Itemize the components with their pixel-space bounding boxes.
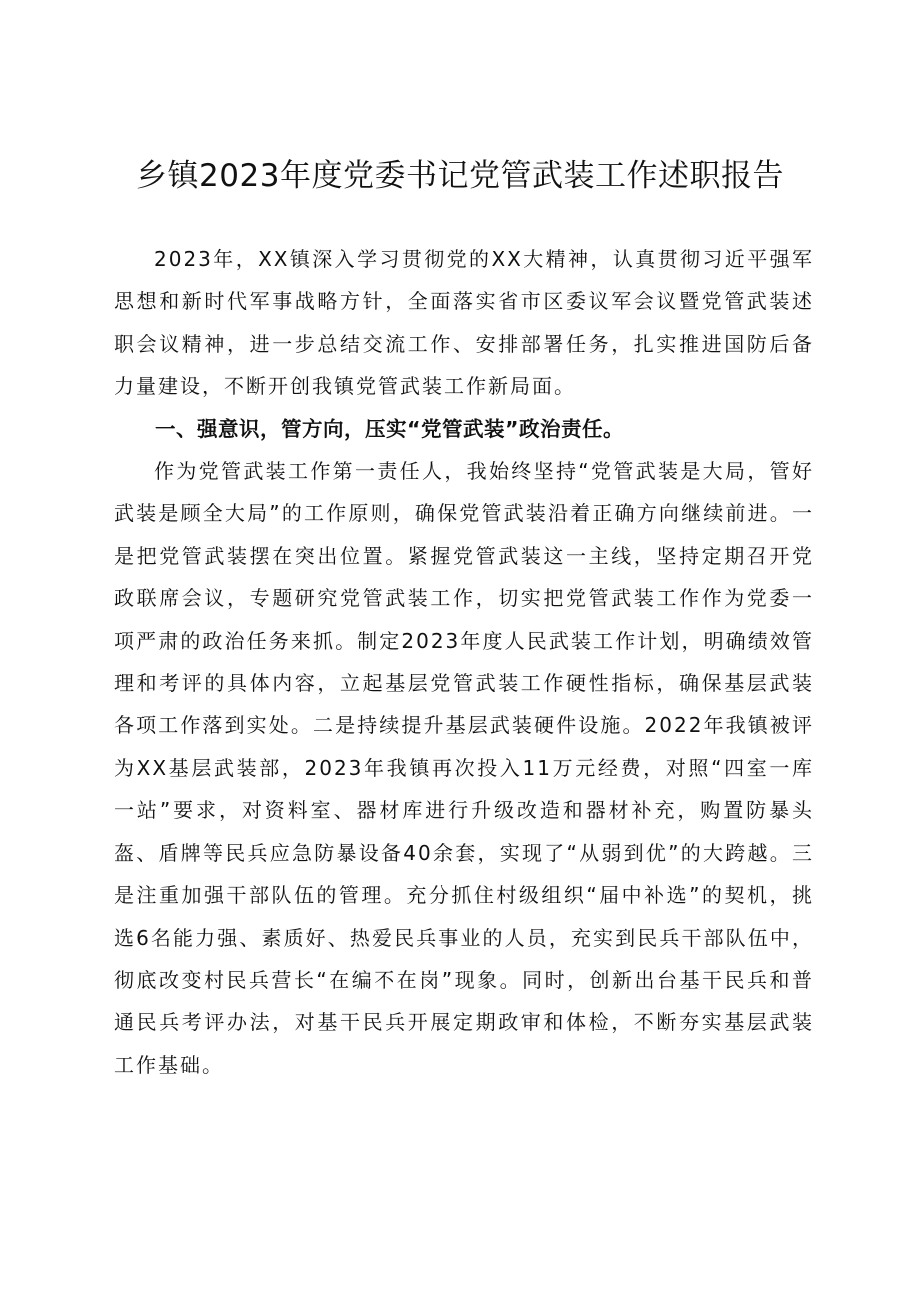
intro-paragraph: 2023年，XX镇深入学习贯彻党的XX大精神，认真贯彻习近平强军思想和新时代军事战略方针，全面落实省市区委议军会议暨党管武装述职会议精神，进一步总结交流工作、安排部署任务，扎实推进国防后备力量建设，不断开创我镇党管武装工作新局面。 bbox=[114, 247, 814, 399]
section-body-paragraph: 作为党管武装工作第一责任人，我始终坚持“党管武装是大局，管好武装是顾全大局”的工作原则，确保党管武装沿着正确方向继续前进。一是把党管武装摆在突出位置。紧握党管武装这一主线，坚持定期召开党政联席会议，专题研究党管武装工作，切实把党管武装工作作为党委一项严肃的政治任务来抓。制定2023年度人民武装工作计划，明确绩效管理和考评的具体内容，立起基层党管武装工作硬性指标，确保基层武装各项工作落到实处。二是持续提升基层武装硬件设施。2022年我镇被评为XX基层武装部，2023年我镇再次投入11万元经费，对照“四室一库一站”要求，对资料室、器材库进行升级改造和器材补充，购置防暴头盔、盾牌等民兵应急防暴设备40余套，实现了“从弱到优”的大跨越。三是注重加强干部队伍的管理。充分抓住村级组织“届中补选”的契机，挑选6名能力强、素质好、热爱民兵事业的人员，充实到民兵干部队伍中，彻底改变村民兵营长“在编不在岗”现象。同时，创新出台基干民兵和普通民兵考评办法，对基干民兵开展定期政审和体检，不断夯实基层武装工作基础。 bbox=[114, 459, 814, 1077]
document-title: 乡镇2023年度党委书记党管武装工作述职报告 bbox=[136, 158, 784, 194]
document-body bbox=[114, 238, 814, 1086]
section-heading: 一、强意识，管方向，压实“党管武装”政治责任。 bbox=[155, 416, 624, 441]
